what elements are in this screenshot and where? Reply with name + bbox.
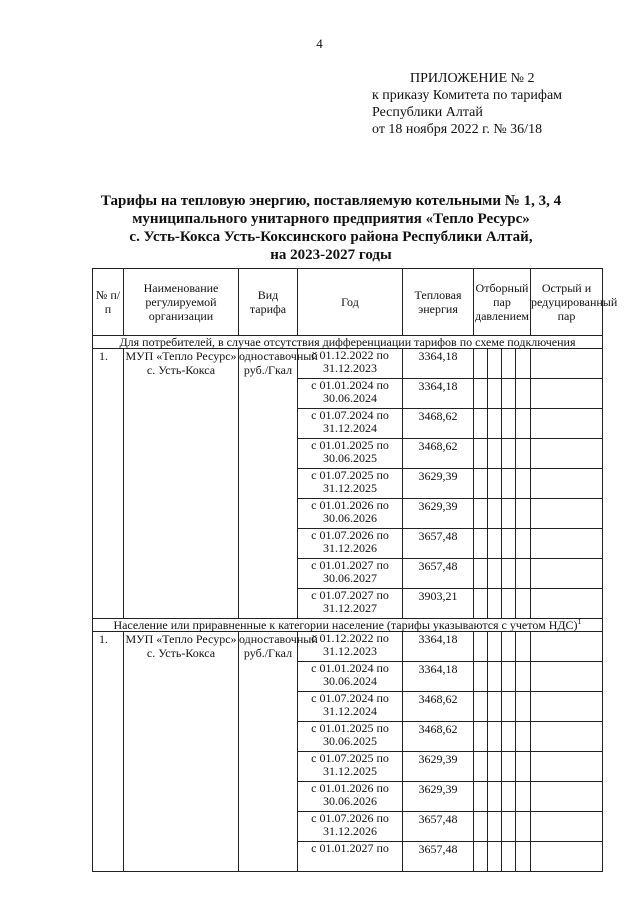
period-cell: [298, 842, 403, 872]
steam-sharp-cell: [531, 439, 603, 469]
period-from: с 01.01.2027 по: [311, 558, 389, 572]
steam-extraction-cell: [474, 349, 488, 379]
steam-extraction-cell: [488, 559, 502, 589]
tariff-type: одноставочный руб./Гкал: [239, 349, 298, 619]
steam-extraction-cell: [488, 349, 502, 379]
steam-extraction-cell: [502, 349, 516, 379]
period-from: с 01.07.2025 по: [311, 468, 389, 482]
steam-extraction-cell: [502, 559, 516, 589]
title-line: с. Усть-Кокса Усть-Коксинского района Республики Алтай,: [129, 229, 533, 245]
period-cell: [298, 439, 403, 469]
period-from: с 01.07.2027 по: [311, 588, 389, 602]
steam-extraction-cell: [488, 752, 502, 782]
section-header: [93, 619, 603, 632]
steam-extraction-cell: [502, 469, 516, 499]
period-to: 31.12.2025: [323, 764, 377, 778]
organization-name: МУП «Тепло Ресурс» с. Усть-Кокса: [124, 349, 239, 619]
period-cell: [298, 752, 403, 782]
heat-tariff: 3629,39: [403, 469, 474, 499]
period-to: 30.06.2025: [323, 451, 377, 465]
steam-sharp-cell: [531, 632, 603, 662]
period-from: с 01.01.2024 по: [311, 378, 389, 392]
table-row: [93, 632, 603, 662]
row-number: 1.: [93, 349, 124, 619]
period-cell: [298, 692, 403, 722]
heat-tariff: 3657,48: [403, 529, 474, 559]
steam-extraction-cell: [474, 812, 488, 842]
heat-tariff: 3657,48: [403, 842, 474, 872]
heat-tariff: 3629,39: [403, 782, 474, 812]
header-steam-extraction: Отборный пар давлением: [474, 269, 531, 336]
steam-extraction-cell: [488, 812, 502, 842]
steam-sharp-cell: [531, 812, 603, 842]
organization-name: МУП «Тепло Ресурс» с. Усть-Кокса: [124, 632, 239, 872]
period-cell: [298, 632, 403, 662]
document-title: [96, 192, 566, 264]
steam-extraction-cell: [516, 409, 531, 439]
steam-sharp-cell: [531, 349, 603, 379]
steam-sharp-cell: [531, 469, 603, 499]
period-from: с 01.01.2026 по: [311, 781, 389, 795]
period-from: с 01.07.2024 по: [311, 408, 389, 422]
steam-extraction-cell: [502, 692, 516, 722]
footnote-marker: 1: [577, 617, 582, 626]
section-header-text: Для потребителей, в случае отсутствия дифференциации тарифов по схеме подключения: [119, 335, 576, 349]
steam-extraction-cell: [474, 589, 488, 619]
steam-extraction-cell: [474, 692, 488, 722]
steam-extraction-cell: [474, 409, 488, 439]
period-to: 31.12.2023: [323, 361, 377, 375]
steam-extraction-cell: [502, 842, 516, 872]
heat-tariff: 3468,62: [403, 722, 474, 752]
steam-extraction-cell: [474, 632, 488, 662]
steam-extraction-cell: [474, 752, 488, 782]
steam-sharp-cell: [531, 722, 603, 752]
steam-extraction-cell: [502, 439, 516, 469]
steam-extraction-cell: [516, 379, 531, 409]
appendix-line: от 18 ноября 2022 г. № 36/18: [372, 122, 543, 137]
steam-sharp-cell: [531, 529, 603, 559]
steam-extraction-cell: [488, 499, 502, 529]
steam-extraction-cell: [516, 499, 531, 529]
steam-sharp-cell: [531, 409, 603, 439]
steam-sharp-cell: [531, 662, 603, 692]
section-header: [93, 336, 603, 349]
steam-extraction-cell: [516, 529, 531, 559]
period-from: с 01.01.2025 по: [311, 721, 389, 735]
period-to: 31.12.2025: [323, 481, 377, 495]
period-cell: [298, 559, 403, 589]
period-from: с 01.01.2024 по: [311, 661, 389, 675]
steam-extraction-cell: [474, 662, 488, 692]
period-from: с 01.01.2025 по: [311, 438, 389, 452]
heat-tariff: 3364,18: [403, 349, 474, 379]
steam-extraction-cell: [516, 662, 531, 692]
section-header-row: [93, 619, 603, 632]
heat-tariff: 3629,39: [403, 752, 474, 782]
heat-tariff: 3364,18: [403, 662, 474, 692]
period-cell: [298, 662, 403, 692]
period-cell: [298, 469, 403, 499]
steam-extraction-cell: [516, 722, 531, 752]
heat-tariff: 3657,48: [403, 812, 474, 842]
period-from: с 01.01.2026 по: [311, 498, 389, 512]
title-line: на 2023-2027 годы: [270, 247, 392, 263]
period-to: 30.06.2027: [323, 571, 377, 585]
heat-tariff: 3657,48: [403, 559, 474, 589]
steam-extraction-cell: [474, 842, 488, 872]
steam-extraction-cell: [474, 469, 488, 499]
steam-extraction-cell: [516, 439, 531, 469]
tariff-type: одноставочный руб./Гкал: [239, 632, 298, 872]
steam-extraction-cell: [488, 469, 502, 499]
appendix-line: к приказу Комитета по тарифам: [372, 88, 563, 103]
steam-extraction-cell: [474, 722, 488, 752]
period-to: 31.12.2024: [323, 421, 377, 435]
steam-extraction-cell: [502, 529, 516, 559]
period-from: с 01.07.2026 по: [311, 528, 389, 542]
heat-tariff: 3468,62: [403, 409, 474, 439]
header-num: № п/п: [93, 269, 124, 336]
period-cell: [298, 499, 403, 529]
steam-extraction-cell: [502, 589, 516, 619]
header-org: Наименование регулируемой организации: [124, 269, 239, 336]
tariff-table: [92, 268, 618, 872]
heat-tariff: 3468,62: [403, 692, 474, 722]
steam-extraction-cell: [474, 499, 488, 529]
row-number: 1.: [93, 632, 124, 872]
steam-extraction-cell: [502, 782, 516, 812]
steam-sharp-cell: [531, 379, 603, 409]
steam-extraction-cell: [516, 559, 531, 589]
steam-extraction-cell: [488, 782, 502, 812]
period-to: 31.12.2024: [323, 704, 377, 718]
section-header-text: Население или приравненные к категории население (тарифы указываются с учетом НДС): [113, 618, 578, 632]
steam-extraction-cell: [474, 439, 488, 469]
steam-extraction-cell: [502, 409, 516, 439]
steam-extraction-cell: [502, 379, 516, 409]
steam-extraction-cell: [502, 722, 516, 752]
steam-extraction-cell: [502, 662, 516, 692]
period-to: 30.06.2024: [323, 674, 377, 688]
steam-extraction-cell: [516, 812, 531, 842]
period-to: 30.06.2025: [323, 734, 377, 748]
steam-sharp-cell: [531, 752, 603, 782]
header-steam-sharp: Острый и редуцированный пар: [531, 269, 603, 336]
period-from: с 01.12.2022 по: [311, 348, 389, 362]
steam-extraction-cell: [516, 589, 531, 619]
steam-sharp-cell: [531, 692, 603, 722]
period-to: 30.06.2026: [323, 794, 377, 808]
period-to: 31.12.2026: [323, 541, 377, 555]
steam-extraction-cell: [516, 349, 531, 379]
period-to: 30.06.2026: [323, 511, 377, 525]
steam-extraction-cell: [488, 722, 502, 752]
steam-extraction-cell: [488, 662, 502, 692]
steam-extraction-cell: [488, 632, 502, 662]
period-cell: [298, 529, 403, 559]
steam-extraction-cell: [516, 692, 531, 722]
heat-tariff: 3903,21: [403, 589, 474, 619]
period-cell: [298, 812, 403, 842]
steam-extraction-cell: [502, 752, 516, 782]
table-body: [93, 336, 603, 872]
period-cell: [298, 722, 403, 752]
steam-extraction-cell: [474, 782, 488, 812]
steam-extraction-cell: [516, 632, 531, 662]
period-cell: [298, 379, 403, 409]
period-cell: [298, 409, 403, 439]
period-to: 31.12.2027: [323, 601, 377, 615]
steam-extraction-cell: [474, 559, 488, 589]
steam-extraction-cell: [516, 469, 531, 499]
title-line: Тарифы на тепловую энергию, поставляемую котельными № 1, 3, 4: [100, 193, 562, 209]
period-cell: [298, 349, 403, 379]
table-header-row: [93, 269, 603, 336]
steam-extraction-cell: [516, 752, 531, 782]
heat-tariff: 3364,18: [403, 379, 474, 409]
heat-tariff: 3629,39: [403, 499, 474, 529]
steam-extraction-cell: [516, 842, 531, 872]
period-to: 31.12.2026: [323, 824, 377, 838]
steam-sharp-cell: [531, 589, 603, 619]
steam-extraction-cell: [516, 782, 531, 812]
steam-extraction-cell: [488, 692, 502, 722]
appendix-title: ПРИЛОЖЕНИЕ № 2: [410, 71, 535, 86]
steam-extraction-cell: [502, 499, 516, 529]
steam-extraction-cell: [488, 529, 502, 559]
period-cell: [298, 782, 403, 812]
header-tariff-type: Вид тарифа: [239, 269, 298, 336]
page-number: 4: [316, 36, 323, 51]
period-from: с 01.07.2026 по: [311, 811, 389, 825]
period-cell: [298, 589, 403, 619]
steam-extraction-cell: [502, 632, 516, 662]
steam-extraction-cell: [474, 379, 488, 409]
steam-sharp-cell: [531, 842, 603, 872]
heat-tariff: 3468,62: [403, 439, 474, 469]
period-from: с 01.12.2022 по: [311, 631, 389, 645]
steam-extraction-cell: [488, 589, 502, 619]
steam-extraction-cell: [488, 439, 502, 469]
title-line: муниципального унитарного предприятия «Тепло Ресурс»: [132, 211, 530, 227]
steam-extraction-cell: [502, 812, 516, 842]
period-from: с 01.01.2027 по: [311, 841, 389, 855]
header-heat: Тепловая энергия: [403, 269, 474, 336]
appendix-line: Республики Алтай: [372, 105, 483, 120]
steam-sharp-cell: [531, 559, 603, 589]
steam-extraction-cell: [488, 842, 502, 872]
heat-tariff: 3364,18: [403, 632, 474, 662]
period-to: 31.12.2023: [323, 644, 377, 658]
period-to: 30.06.2024: [323, 391, 377, 405]
steam-sharp-cell: [531, 499, 603, 529]
appendix-block: [372, 70, 562, 138]
steam-extraction-cell: [488, 379, 502, 409]
period-from: с 01.07.2025 по: [311, 751, 389, 765]
section-header-row: [93, 336, 603, 349]
table-row: [93, 349, 603, 379]
steam-sharp-cell: [531, 782, 603, 812]
header-year: Год: [298, 269, 403, 336]
steam-extraction-cell: [474, 529, 488, 559]
steam-extraction-cell: [488, 409, 502, 439]
period-from: с 01.07.2024 по: [311, 691, 389, 705]
